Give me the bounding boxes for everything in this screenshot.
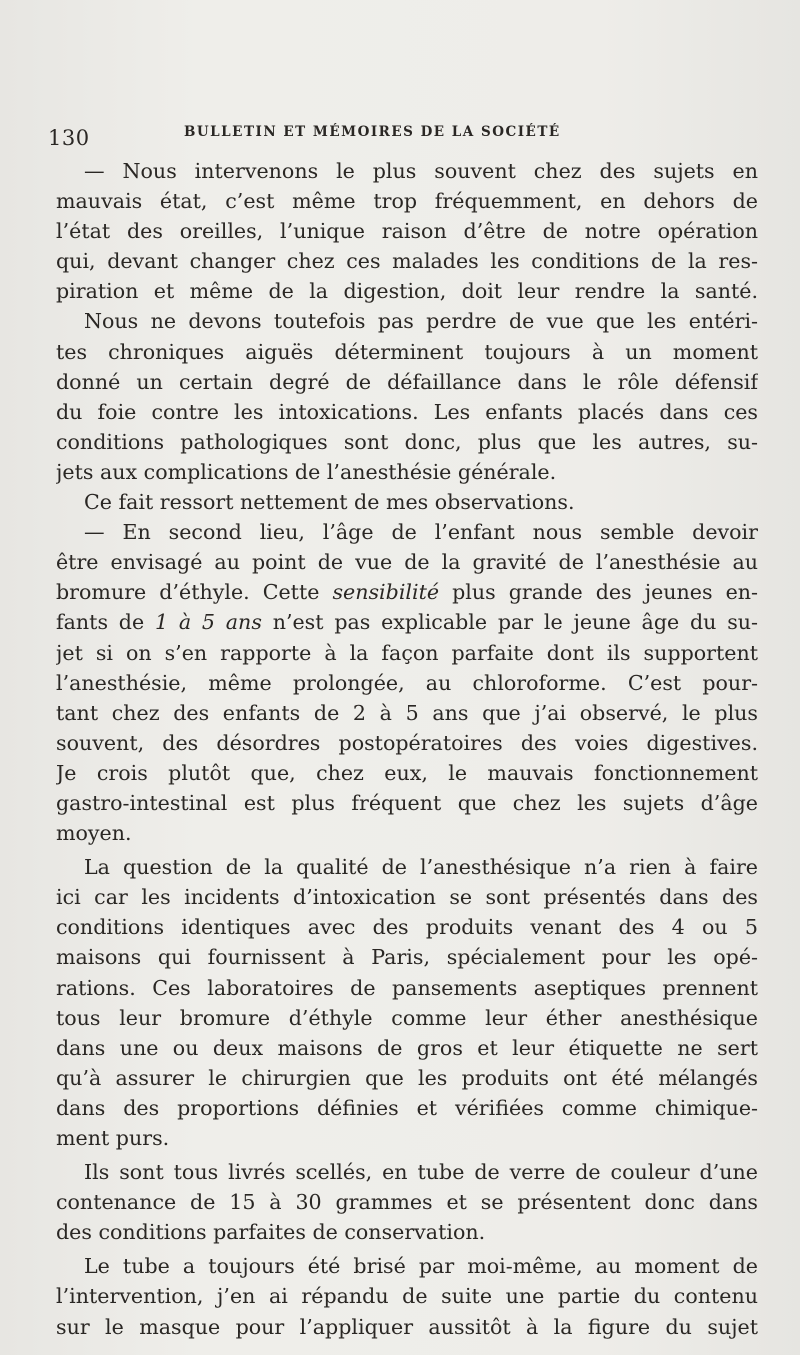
paragraph	[56, 517, 758, 848]
text-line: l’anesthésie, même prolongée, au chloroforme. C’est pour-	[56, 670, 758, 695]
text-line: tes chroniques aiguës déterminent toujours à un moment	[56, 339, 758, 364]
text-line: piration et même de la digestion, doit leur rendre la santé.	[56, 279, 758, 304]
text-line: des conditions parfaites de conservation.	[56, 1220, 486, 1245]
text-line: mauvais état, c’est même trop fréquemment, en dehors de	[56, 189, 758, 214]
text-line: moyen.	[56, 821, 132, 846]
italic-run: sensibilité	[332, 580, 440, 605]
text-line: du foie contre les intoxications. Les enfants placés dans ces	[56, 399, 758, 424]
text-line: être envisagé au point de vue de la gravité de l’anesthésie au	[56, 550, 758, 575]
text-line: jet si on s’en rapporte à la façon parfaite dont ils supportent	[56, 640, 758, 665]
paragraph	[56, 306, 758, 487]
text-line: donné un certain degré de défaillance dans le rôle défensif	[56, 369, 758, 394]
text-line: jets aux complications de l’anesthésie générale.	[56, 459, 557, 484]
page-header	[48, 120, 748, 160]
page-number: 130	[48, 126, 90, 150]
text-line: ici car les incidents d’intoxication se sont présentés dans des	[56, 885, 758, 910]
text-run: bromure d’éthyle. Cette	[56, 580, 333, 605]
text-line: qui, devant changer chez ces malades les conditions de la res-	[56, 249, 758, 274]
text-line: qu’à assurer le chirurgien que les produits ont été mélangés	[56, 1065, 758, 1090]
paragraph	[56, 852, 758, 1153]
text-line: contenance de 15 à 30 grammes et se présentent donc dans	[56, 1190, 758, 1215]
text-line: souvent, des désordres postopératoires des voies digestives.	[56, 730, 758, 755]
text-line: Je crois plutôt que, chez eux, le mauvais fonctionnement	[56, 760, 758, 785]
text-line: rations. Ces laboratoires de pansements aseptiques prennent	[56, 975, 758, 1000]
text-line: La question de la qualité de l’anesthésique n’a rien à faire	[84, 855, 758, 880]
paragraph	[56, 1251, 758, 1341]
paragraph	[56, 487, 758, 517]
text-line: tant chez des enfants de 2 à 5 ans que j’ai observé, le plus	[56, 700, 758, 725]
text-line: ment purs.	[56, 1126, 170, 1150]
text-line: l’intervention, j’en ai répandu de suite une partie du contenu	[56, 1284, 758, 1309]
text-line: Ils sont tous livrés scellés, en tube de verre de couleur d’une	[84, 1160, 758, 1185]
text-line: gastro-intestinal est plus fréquent que chez les sujets d’âge	[56, 790, 758, 815]
paragraph	[56, 1157, 758, 1247]
text-line: Nous ne devons toutefois pas perdre de vue que les entéri-	[84, 309, 758, 334]
text-line	[56, 607, 758, 637]
text-line: l’état des oreilles, l’unique raison d’être de notre opération	[56, 219, 758, 244]
text-line: tous leur bromure d’éthyle comme leur éther anesthésique	[56, 1005, 758, 1030]
text-line: dans une ou deux maisons de gros et leur étiquette ne sert	[56, 1035, 758, 1060]
italic-run: 1 à 5 ans	[154, 610, 262, 635]
text-run: fants de	[56, 610, 155, 635]
text-line	[56, 577, 758, 607]
text-run: plus grande des jeunes en-	[439, 580, 758, 605]
text-line: — En second lieu, l’âge de l’enfant nous semble devoir	[84, 520, 758, 545]
text-line: Ce fait ressort nettement de mes observations.	[84, 490, 575, 515]
text-line: dans des proportions définies et vérifiées comme chimique-	[56, 1095, 758, 1120]
text-line: conditions pathologiques sont donc, plus que les autres, su-	[56, 429, 758, 454]
text-line: — Nous intervenons le plus souvent chez des sujets en	[84, 159, 758, 183]
paragraph	[56, 156, 758, 306]
text-line: sur le masque pour l’appliquer aussitôt à la figure du sujet	[56, 1314, 758, 1339]
text-line: Le tube a toujours été brisé par moi-même, au moment de	[84, 1254, 758, 1279]
text-line: maisons qui fournissent à Paris, spécialement pour les opé-	[56, 945, 758, 970]
running-title: BULLETIN ET MÉMOIRES DE LA SOCIÉTÉ	[184, 124, 561, 140]
page-body	[56, 156, 758, 1342]
text-line: conditions identiques avec des produits venant des 4 ou 5	[56, 915, 758, 940]
text-run: n’est pas explicable par le jeune âge du su-	[261, 610, 758, 635]
